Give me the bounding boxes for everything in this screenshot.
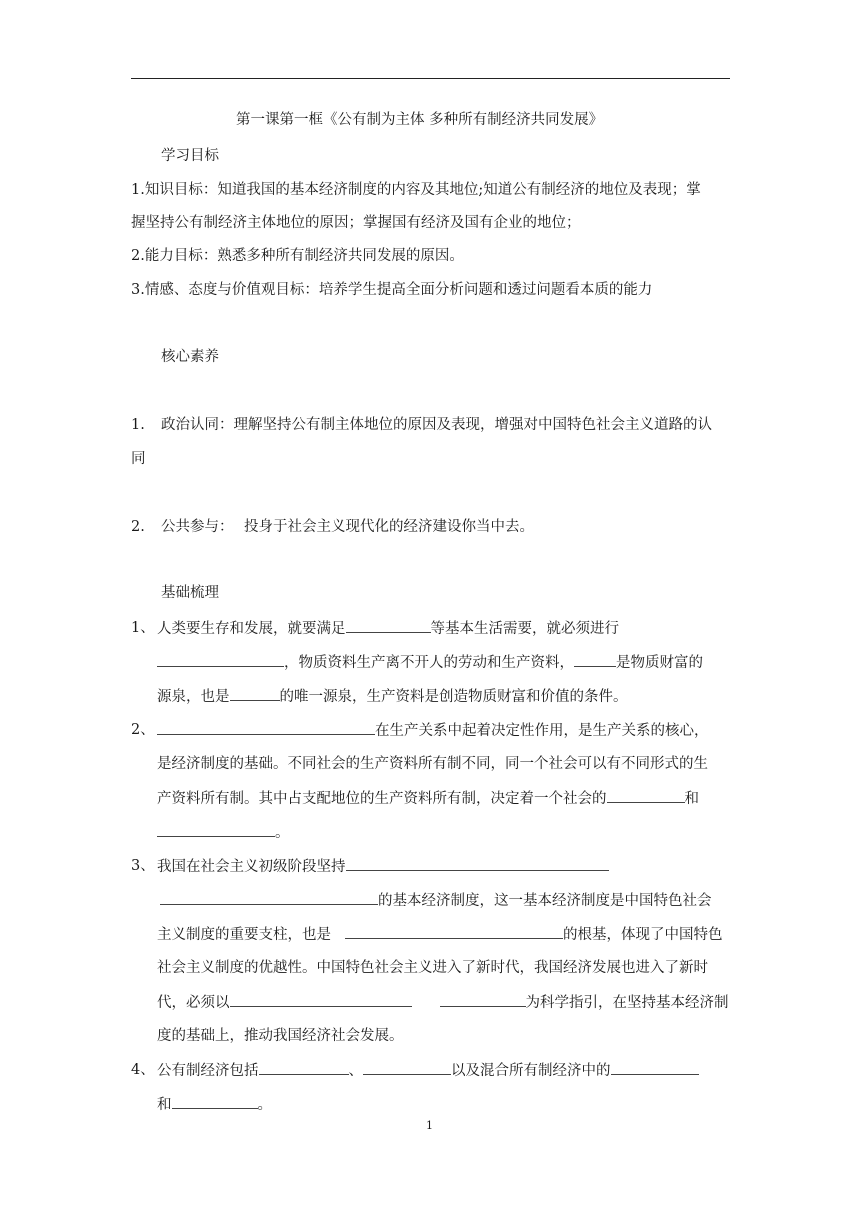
q2-line-2: 是经济制度的基础。不同社会的生产资料所有制不同，同一个社会可以有不同形式的生 — [157, 756, 708, 772]
q2-num: 2、 — [131, 722, 155, 738]
q1-line-2: ，物质资料生产离不开人的劳动和生产资料， 是物质财富的 — [157, 652, 703, 673]
q4-line-2: 和 。 — [157, 1094, 272, 1115]
q2-line-4: 。 — [157, 822, 290, 843]
core-item-1-line-2: 同 — [131, 451, 146, 467]
fill-blank[interactable] — [607, 788, 685, 803]
q3-line-3: 主义制度的重要支柱，也是 的根基，体现了中国特色 — [157, 924, 723, 945]
goal-line-3: 2.能力目标：熟悉多种所有制经济共同发展的原因。 — [131, 248, 464, 264]
core-item-1-num: 1. — [131, 417, 145, 433]
q3-line-2: 的基本经济制度，这一基本经济制度是中国特色社会 — [160, 890, 712, 911]
fill-blank[interactable] — [157, 720, 375, 735]
goal-line-4: 3.情感、态度与价值观目标：培养学生提高全面分析问题和透过问题看本质的能力 — [131, 282, 653, 298]
core-item-2-label: 公共参与： — [161, 519, 234, 535]
q1-line-3: 源泉，也是 的唯一源泉，生产资料是创造物质财富和价值的条件。 — [157, 686, 628, 707]
fill-blank[interactable] — [230, 992, 412, 1007]
page-title: 第一课第一框《公有制为主体 多种所有制经济共同发展》 — [236, 112, 604, 128]
q1-num: 1、 — [131, 620, 155, 636]
q3-line-4: 社会主义制度的优越性。中国特色社会主义进入了新时代，我国经济发展也进入了新时 — [157, 960, 708, 976]
goal-line-1: 1.知识目标：知道我国的基本经济制度的内容及其地位;知道公有制经济的地位及表现；掌 — [131, 182, 701, 198]
goals-heading: 学习目标 — [161, 148, 219, 164]
fill-blank[interactable] — [363, 1060, 451, 1075]
core-item-1-line-1: 政治认同：理解坚持公有制主体地位的原因及表现，增强对中国特色社会主义道路的认 — [161, 417, 712, 433]
fill-blank[interactable] — [259, 1060, 349, 1075]
q3-line-1: 我国在社会主义初级阶段坚持 — [157, 856, 609, 877]
header-rule — [131, 78, 730, 79]
fill-blank[interactable] — [345, 924, 563, 939]
fill-blank[interactable] — [160, 890, 378, 905]
fill-blank[interactable] — [346, 856, 609, 871]
fill-blank[interactable] — [440, 992, 526, 1007]
core-item-2-text: 投身于社会主义现代化的经济建设你当中去。 — [244, 519, 534, 535]
q3-num: 3、 — [131, 858, 155, 874]
fill-blank[interactable] — [611, 1060, 699, 1075]
q3-line-6: 度的基础上，推动我国经济社会发展。 — [157, 1028, 404, 1044]
basics-heading: 基础梳理 — [161, 585, 219, 601]
q3-line-5: 代，必须以 为科学指引，在坚持基本经济制 — [157, 992, 729, 1013]
fill-blank[interactable] — [346, 618, 431, 633]
q4-line-1: 公有制经济包括 、 以及混合所有制经济中的 — [157, 1060, 699, 1081]
q4-num: 4、 — [131, 1062, 155, 1078]
q2-line-1: 在生产关系中起着决定性作用，是生产关系的核心， — [157, 720, 709, 741]
q1-line-1: 人类要生存和发展，就要满足 等基本生活需要，就必须进行 — [157, 618, 619, 639]
q2-line-3: 产资料所有制。其中占支配地位的生产资料所有制，决定着一个社会的 和 — [157, 788, 699, 809]
goal-line-2: 握坚持公有制经济主体地位的原因；掌握国有经济及国有企业的地位； — [131, 215, 581, 231]
fill-blank[interactable] — [574, 652, 616, 667]
fill-blank[interactable] — [157, 652, 284, 667]
fill-blank[interactable] — [230, 686, 280, 701]
page-number: 1 — [426, 1119, 433, 1132]
core-heading: 核心素养 — [161, 349, 219, 365]
fill-blank[interactable] — [157, 822, 275, 837]
fill-blank[interactable] — [172, 1094, 258, 1109]
core-item-2-num: 2. — [131, 519, 145, 535]
